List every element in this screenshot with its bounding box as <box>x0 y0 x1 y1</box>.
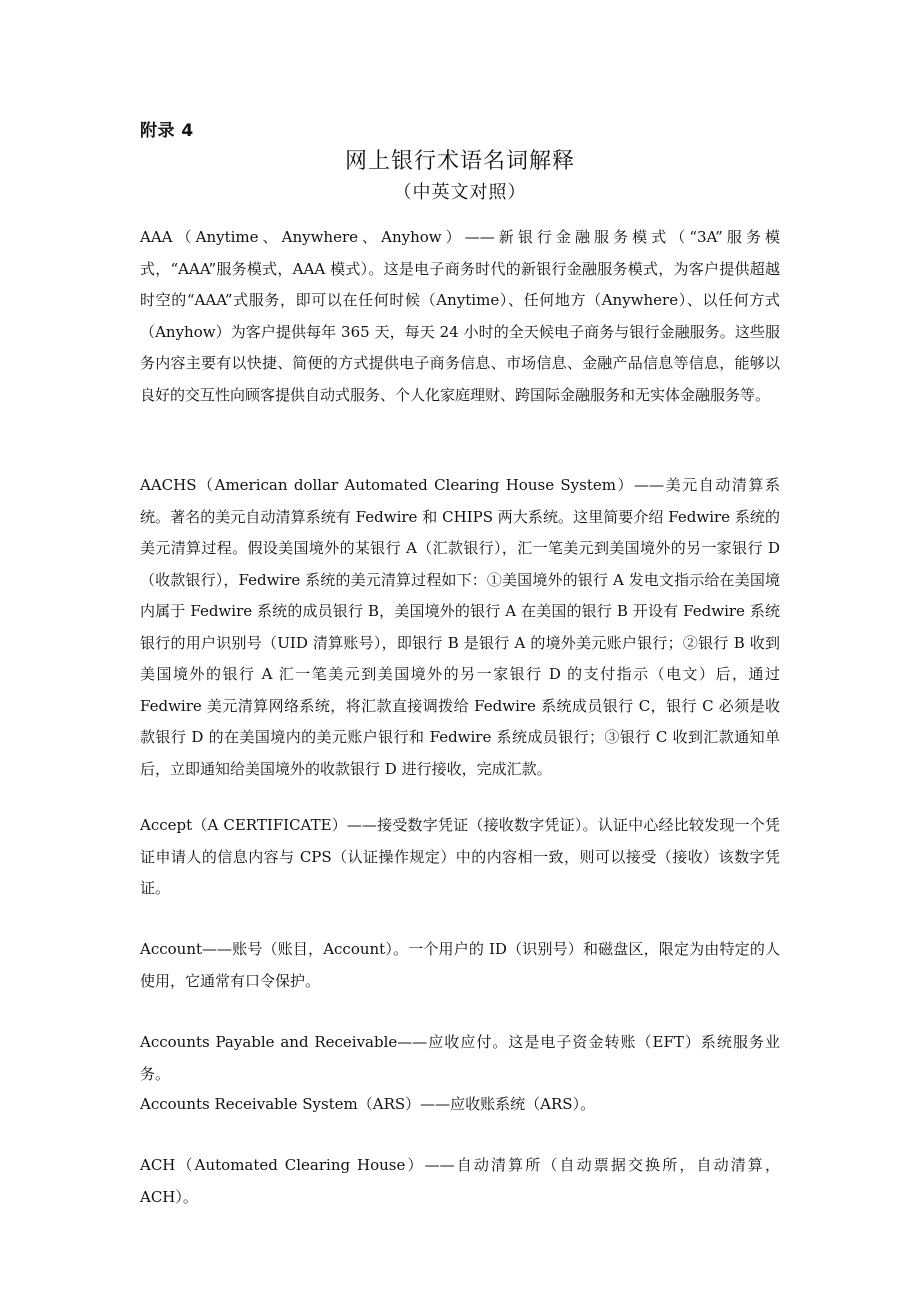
glossary-entry-aaa: AAA（Anytime、Anywhere、Anyhow）——新银行金融服务模式（“3A”服务模式，“AAA”服务模式，AAA 模式）。这是电子商务时代的新银行金融服务模式，为客户提供超越时空的“AAA”式服务，即可以在任何时候（Anytime）、任何地方（Anywhere）、以任何方式（Anyhow）为客户提供每年 365 天，每天 24 小时的全天候电子商务与银行金融服务。这些服务内容主要有以快捷、简便的方式提供电子商务信息、市场信息、金融产品信息等信息，能够以良好的交互性向顾客提供自动式服务、个人化家庭理财、跨国际金融服务和无实体金融服务等。 <box>140 228 780 404</box>
glossary-entry-ach: ACH（Automated Clearing House）——自动清算所（自动票据交换所，自动清算，ACH）。 <box>140 1156 780 1206</box>
glossary-entry-accept: Accept（A CERTIFICATE）——接受数字凭证（接收数字凭证）。认证中心经比较发现一个凭证申请人的信息内容与 CPS（认证操作规定）中的内容相一致，则可以接受（接收）该数字凭证。 <box>140 816 780 897</box>
glossary-entry-account: Account——账号（账目，Account）。一个用户的 ID（识别号）和磁盘区，限定为由特定的人使用，它通常有口令保护。 <box>140 940 780 990</box>
glossary-entry-ars: Accounts Receivable System（ARS）——应收账系统（ARS）。 <box>140 1095 596 1113</box>
glossary-entry-accounts-payable: Accounts Payable and Receivable——应收应付。这是电子资金转账（EFT）系统服务业务。 <box>140 1033 780 1083</box>
page-title: 网上银行术语名词解释 <box>344 149 575 174</box>
page-subtitle: （中英文对照） <box>393 182 527 203</box>
appendix-label: 附录 4 <box>140 121 194 141</box>
glossary-entry-aachs: AACHS（American dollar Automated Clearing House System）——美元自动清算系统。著名的美元自动清算系统有 Fedwire 和 CHIPS 两大系统。这里简要介绍 Fedwire 系统的美元清算过程。假设美国境外的某银行 A（汇款银行），汇一笔美元到美国境外的另一家银行 D（收款银行），Fedwire 系统的美元清算过程如下：①美国境外的银行 A 发电文指示给在美国境内属于 Fedwire 系统的成员银行 B，美国境外的银行 A 在美国的银行 B 开设有 Fedwire 系统银行的用户识别号（UID 清算账号），即银行 B 是银行 A 的境外美元账户银行；②银行 B 收到美国境外的银行 A 汇一笔美元到美国境外的另一家银行 D 的支付指示（电文）后，通过 Fedwire 美元清算网络系统，将汇款直接调拨给 Fedwire 系统成员银行 C，银行 C 必须是收款银行 D 的在美国境内的美元账户银行和 Fedwire 系统成员银行；③银行 C 收到汇款通知单后，立即通知给美国境外的收款银行 D 进行接收，完成汇款。 <box>140 476 780 778</box>
